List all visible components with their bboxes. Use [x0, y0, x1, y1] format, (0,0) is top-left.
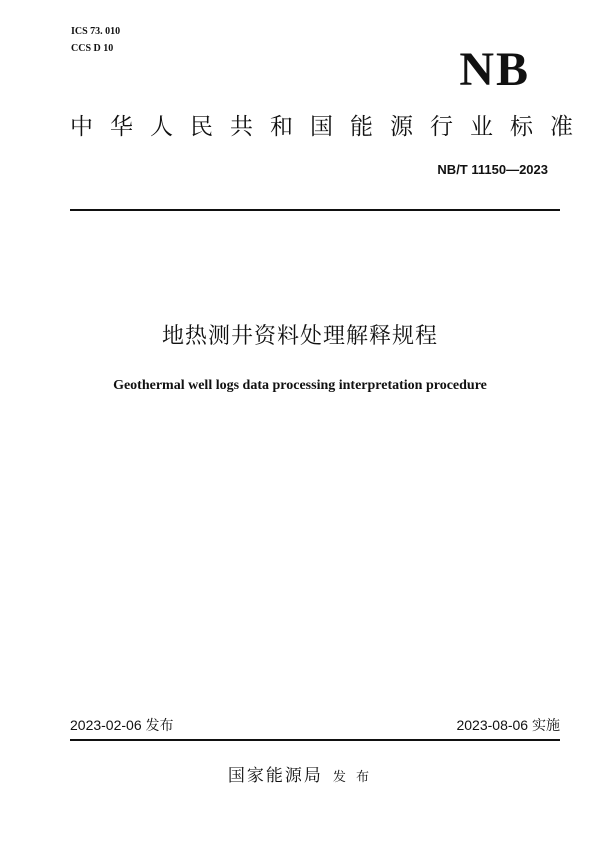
publisher-name: 国家能源局 [227, 766, 323, 786]
document-title-chinese: 地热测井资料处理解释规程 [161, 324, 438, 349]
ccs-code: CCS D 10 [71, 43, 114, 54]
publisher-line [0, 764, 600, 790]
publisher-action: 发 布 [332, 770, 373, 785]
standard-category-title: 中华人民共和国能源行业标准 [70, 114, 590, 140]
standard-number: NB/T 11150—2023 [437, 162, 548, 177]
top-divider [70, 209, 560, 211]
nb-logo: NB [459, 43, 530, 96]
bottom-divider [70, 739, 560, 741]
issue-date: 2023-02-06 发布 [70, 717, 174, 733]
document-title-english: Geothermal well logs data processing interpretation procedure [113, 378, 487, 393]
implementation-date: 2023-08-06 实施 [456, 717, 560, 733]
ics-code: ICS 73. 010 [71, 26, 121, 37]
